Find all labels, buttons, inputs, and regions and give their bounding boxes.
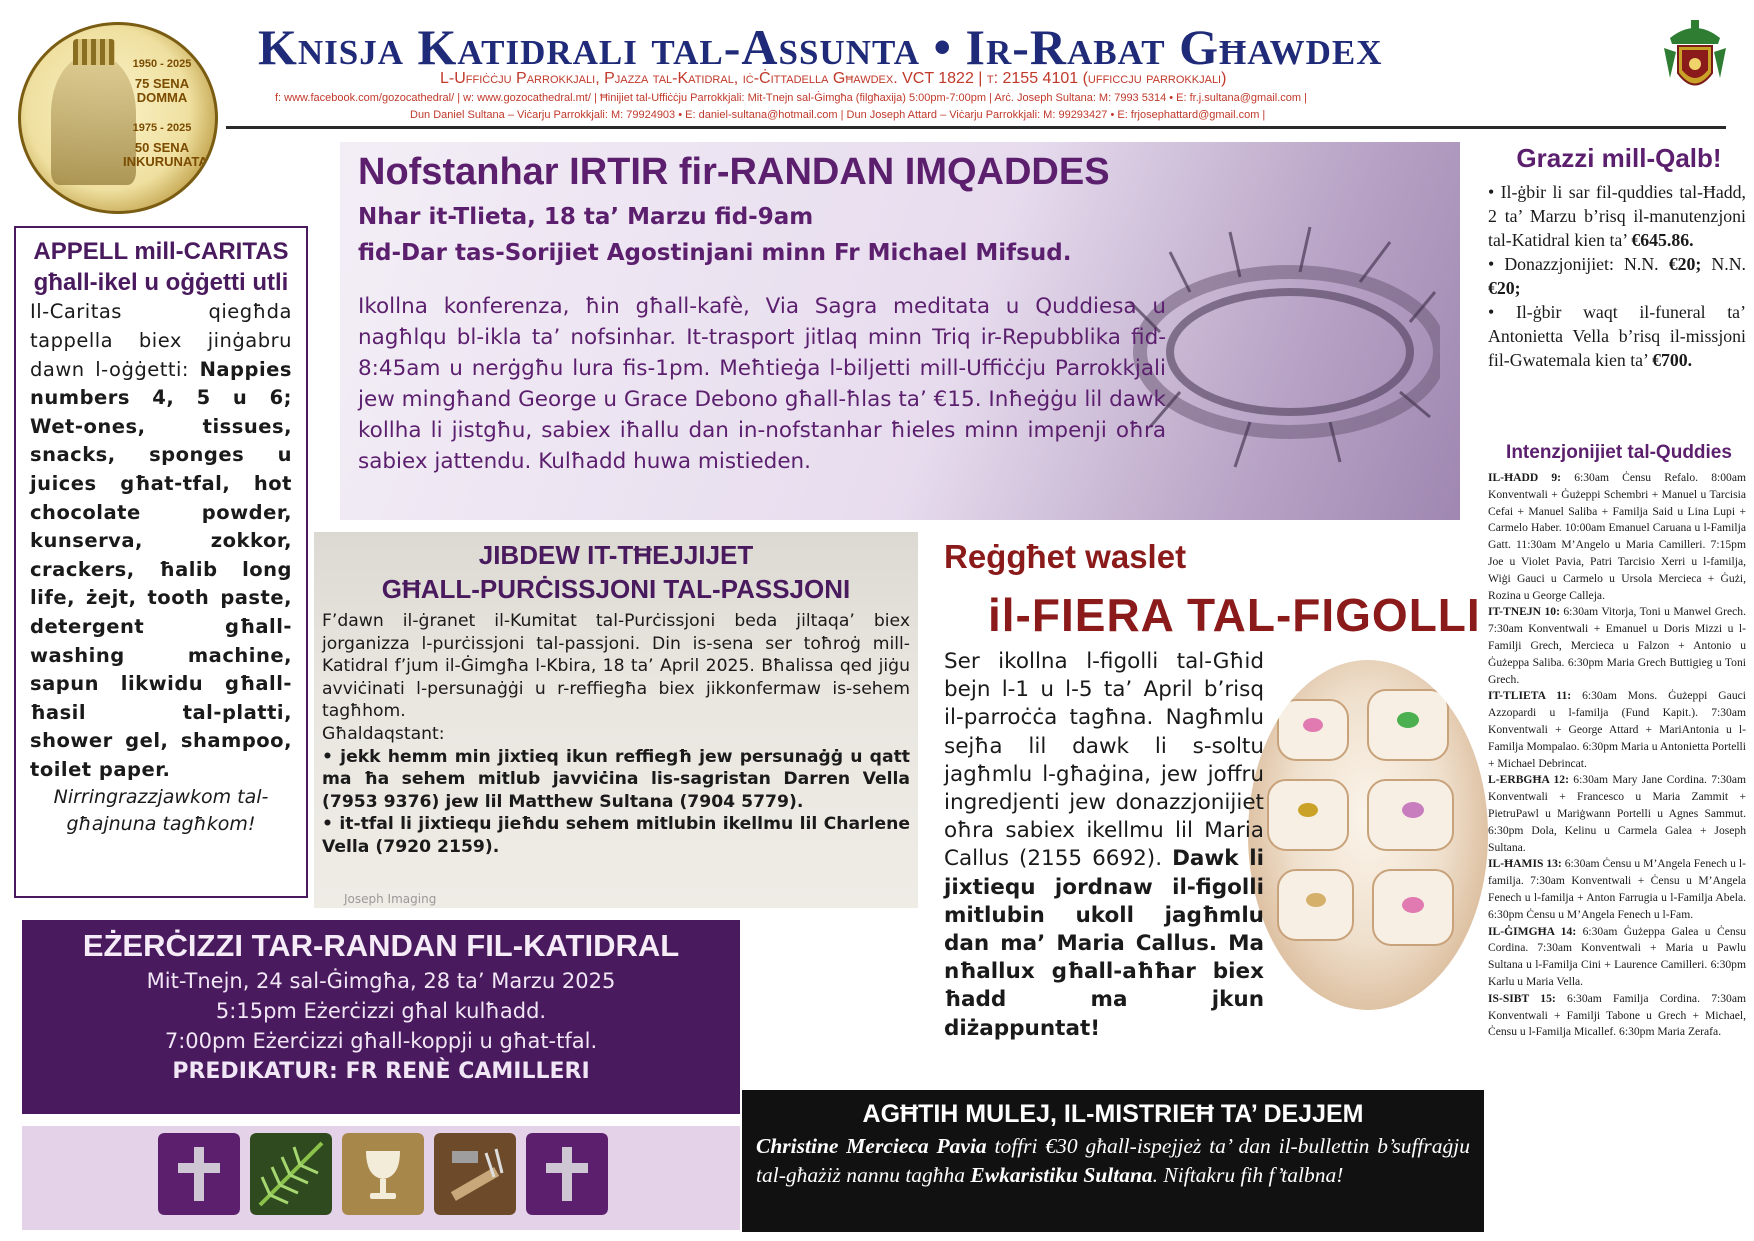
procession-preparations-section — [314, 532, 918, 908]
caritas-appeal-title: APPELL mill-CARITAS għall-ikel u oġġetti utli — [33, 238, 289, 297]
exercises-dates: Mit-Tnejn, 24 sal-Ġimgħa, 28 ta’ Marzu 2025 — [146, 969, 616, 993]
intention-day: IT-TNEJN 10: 6:30am Vitorja, Toni u Manwel Grech. 7:30am Konventwali + Emanuel u Doris Mizzi u l-Familji Grech, Mercieca u Falzon + Antonio u Ġużeppa Saliba. 6:30pm Maria Grech Buttigieg u Toni Grech. — [1488, 605, 1746, 686]
anniversary-seal — [18, 22, 218, 214]
ash-cross-icon — [526, 1133, 608, 1215]
intention-day: L-ERBGĦA 12: 6:30am Mary Jane Cordina. 7:30am Konventwali + Francesco u Maria Zammit + PietruPawl u Mariġwann Portelli u Agnes Sammut. 6:30pm Dola, Kelinu u Carmela Galea + Joseph Sultana. — [1488, 773, 1747, 854]
contact-line-1: f: www.facebook.com/gozocathedral/ | w: www.gozocathedral.mt/ | Ħinijiet tal-Uffiċċju Parrokkjali: Mit-Tnejn sal-Ġimgħa (filgħaxija) 5:00pm-7:00pm | Arċ. Joseph Sultana: M: 7993 5314 • E: fr.j.sultana@gmail.com | — [275, 92, 1307, 104]
memorial-title: AGĦTIH MULEJ, IL-MISTRIEĦ TA’ DEJJEM — [862, 1100, 1364, 1128]
caritas-appeal-box — [14, 226, 308, 898]
intention-day: IL-ĦADD 9: 6:30am Ċensu Refalo. 8:00am Konventwali + Ġużeppi Schembri + Manuel u Tarcisia Cefai + Manuel Saliba + Familja Said u Lina Lupi + Carmelo Haber. 10:00am Emanuel Caruana u l-Familja Gatt. 11:30am M’Angelo u Maria Camilleri. 7:15pm Joe u Violet Pavia, Patri Tarcisio Xerri u l-familja, Wiġi Gauci u Carmelo u Ursola Mercieca + Ġużi, Rozina u George Calleja. — [1488, 471, 1746, 602]
thanks-item-1: • Il-ġbir li sar fil-quddies tal-Ħadd, 2 ta’ Marzu b’risq il-manutenzjoni tal-Katidral kien ta’ €645.86. — [1488, 182, 1746, 250]
procession-body — [322, 610, 910, 859]
contact-line-2: Dun Daniel Sultana – Viċarju Parrokkjali: M: 79924903 • E: daniel-sultana@hotmail.com | Dun Joseph Attard – Viċarju Parrokkjali: M: 99293427 • E: frjosephattard@gmail.com | — [410, 109, 1266, 121]
seal-years-2: 1975 - 2025 — [132, 122, 192, 134]
exercises-title: EŻERĊIZZI TAR-RANDAN FIL-KATIDRAL — [82, 928, 680, 963]
seal-label-1: 75 SENA DOMMA — [134, 76, 190, 105]
figolli-heading-2: il-FIERA TAL-FIGOLLI — [988, 589, 1481, 641]
retreat-description: Ikollna konferenza, ħin għall-kafè, Via Sagra meditata u Quddiesa u nagħlqu bl-ikla ta’ nofsinhar. It-trasport jitlaq minn Triq ir-Repubblika fid-8:45am u nerġgħu lura fis-1pm. Meħtieġa l-biljetti mill-Uffiċċju Parrokkjali jew mingħand George u Grace Debono għall-ħlas ta’ €15. Inħeġġu lil dawk kollha li jistgħu, sabiex iħallu dan in-nofstanhar ħieles minn impenji oħra sabiex jattendu. Kulħadd huwa mistieden. — [358, 294, 1166, 475]
hammer-nails-icon — [434, 1133, 516, 1215]
seal-years-1: 1950 - 2025 — [132, 58, 192, 70]
caritas-appeal-body — [30, 298, 292, 784]
caritas-appeal-intro: Il-Caritas qiegħda tappella biex jinġabru dawn l-oġġetti: — [30, 300, 292, 381]
retreat-date: Nhar it-Tlieta, 18 ta’ Marzu fid-9am — [358, 204, 814, 231]
photo-credit: Joseph Imaging — [344, 892, 437, 906]
palm-icon — [250, 1133, 332, 1215]
procession-title-2: GĦALL-PURĊISSJONI TAL-PASSJONI — [381, 574, 851, 604]
figolli-body — [944, 648, 1264, 1043]
retreat-title: Nofstanhar IRTIR fir-RANDAN IMQADDES — [358, 151, 1110, 193]
memorial-text: Christine Mercieca Pavia toffri €30 għall-ispejjeż ta’ dan il-bullettin b’suffraġju tal-għażiż nannu tagħha Ewkaristiku Sultana. Niftakru fih f’talbna! — [756, 1134, 1470, 1187]
chalice-icon — [342, 1133, 424, 1215]
caritas-appeal-items: Nappies numbers 4, 5 u 6; Wet-ones, tissues, snacks, sponges u juices għat-tfal, hot chocolate powder, kunserva, zokkor, crackers, ħalib long life, żejt, tooth paste, detergent għall-washing machine, sapun likwidu għall-ħasil tal-platti, shower gel, shampoo, toilet paper. — [30, 357, 292, 781]
exercises-time-1: 5:15pm Eżerċizzi għal kulħadd. — [215, 999, 547, 1023]
lent-retreat-section — [340, 142, 1460, 520]
mass-intentions-title: Intenzjonijiet tal-Quddies — [1506, 442, 1732, 463]
retreat-venue: fid-Dar tas-Sorijiet Agostinjani minn Fr Michael Mifsud. — [358, 240, 1072, 267]
memorial-box — [742, 1090, 1484, 1232]
intention-day: IL-ĠIMGĦA 14: 6:30am Ġużeppa Galea u Ċensu Cordina. 7:30am Konventwali + Maria u Pawlu Sultana u l-Familja Cini + Laurence Camilleri. 6:30pm Karlu u Maria Vella. — [1488, 924, 1746, 988]
procession-bullet-1: • jekk hemm min jixtieq ikun reffiegħ jew persunaġġ u qatt ma ħa sehem mitlub javviċina lis-sagristan Darren Vella (7953 9376) jew lil Matthew Sultana (7904 5779). — [322, 746, 910, 812]
intention-day: IS-SIBT 15: 6:30am Familja Cordina. 7:30am Konventwali + Familji Tabone u Grech + Michael, Ċensu u l-Familja Micallef. 6:30pm Maria Zerafa. — [1488, 991, 1747, 1039]
lent-exercises-section — [22, 920, 740, 1114]
intention-day: IT-TLIETA 11: 6:30am Mons. Ġużeppi Gauci Azzopardi u l-familja (Fund Kapit.). 7:30am Konventwali + George Attard + MariAntonia u l-Familja Mompalao. 6:30pm Maria u Antonietta Portelli + Michael Debrincat. — [1488, 689, 1746, 770]
figolli-photo — [1248, 660, 1488, 1010]
lent-icons-strip — [22, 1126, 740, 1230]
mass-intentions-list — [1488, 470, 1746, 1041]
figolli-pastries-icon — [1248, 660, 1488, 1010]
procession-title-1: JIBDEW IT-TĦEJJIJET — [478, 540, 754, 570]
caritas-appeal-thanks: Nirringrazzjawkom tal-għajnuna tagħkom! — [53, 786, 269, 836]
exercises-time-2: 7:00pm Eżerċizzi għall-koppji u għat-tfal. — [164, 1029, 598, 1053]
exercises-preacher: PREDIKATUR: FR RENÈ CAMILLERI — [172, 1059, 590, 1084]
seal-label-2: 50 SENA INKURUNATA — [123, 140, 208, 169]
crown-icon — [73, 39, 115, 65]
figolli-heading-1: Reġgħet waslet — [944, 538, 1187, 575]
page-title: Knisja Katidrali tal-Assunta • Ir-Rabat Għawdex — [258, 19, 1383, 75]
thanks-title: Grazzi mill-Qalb! — [1516, 143, 1722, 173]
thanks-item-2: • Donazzjonijiet: N.N. €20; N.N. €20; — [1488, 254, 1746, 298]
procession-text: F’dawn il-ġranet il-Kumitat tal-Purċissjoni beda jiltaqa’ biex jorganizza l-purċissjoni tal-passjoni. Din is-sena ser toħroġ mill-Katidral f’jum il-Ġimgħa l-Kbira, 18 ta’ April 2025. Bħalissa qed jiġu avviċinati l-persunaġġi u r-reffiegħa biex jikkonfermaw is-sehem tagħhom. — [322, 611, 910, 722]
figolli-text: Ser ikollna l-figolli tal-Għid bejn l-1 u l-5 ta’ April b’risq il-parroċċa tagħna. Nagħmlu sejħa lil dawk li s-soltu jagħmlu l-għaġina, jew joffru ingredjenti jew donazzjonijiet oħra sabiex ikellmu lil Maria Callus (2155 6692). — [944, 649, 1264, 872]
ash-cross-icon — [158, 1133, 240, 1215]
thanks-body — [1488, 180, 1746, 372]
thanks-item-3: • Il-ġbir waqt il-funeral ta’ Antonietta Vella b’risq il-missjoni fil-Gwatemala kien ta’ €700. — [1488, 302, 1746, 370]
header-divider — [226, 126, 1726, 129]
parish-office-address: L-Uffiċċju Parrokkjali, Pjazza tal-Katidral, iċ-Ċittadella Għawdex. VCT 1822 | t: 2155 4101 (ufficcju parrokkjali) — [440, 70, 1227, 87]
coat-of-arms-icon — [1660, 18, 1730, 100]
figolli-order-text: Dawk li jixtiequ jordnaw il-figolli mitlubin ukoll jagħmlu dan ma’ Maria Callus. Ma nħallux għall-aħħar biex ħadd ma jkun diżappuntat! — [944, 846, 1264, 1041]
intention-day: IL-ĦAMIS 13: 6:30am Ċensu u M’Angela Fenech u l-familja. 7:30am Konventwali + Ċensu u M’Angela Fenech u l-familja + Anton Farrugia u l-Familja Abela. 6:30pm Ċensu u M’Angela Fenech u l-Fam. — [1488, 857, 1746, 921]
procession-bullet-2: • it-tfal li jixtiequ jieħdu sehem mitlubin ikellmu lil Charlene Vella (7920 2159). — [322, 814, 910, 857]
procession-ghaldaqstant: Għaldaqstant: — [322, 723, 445, 744]
